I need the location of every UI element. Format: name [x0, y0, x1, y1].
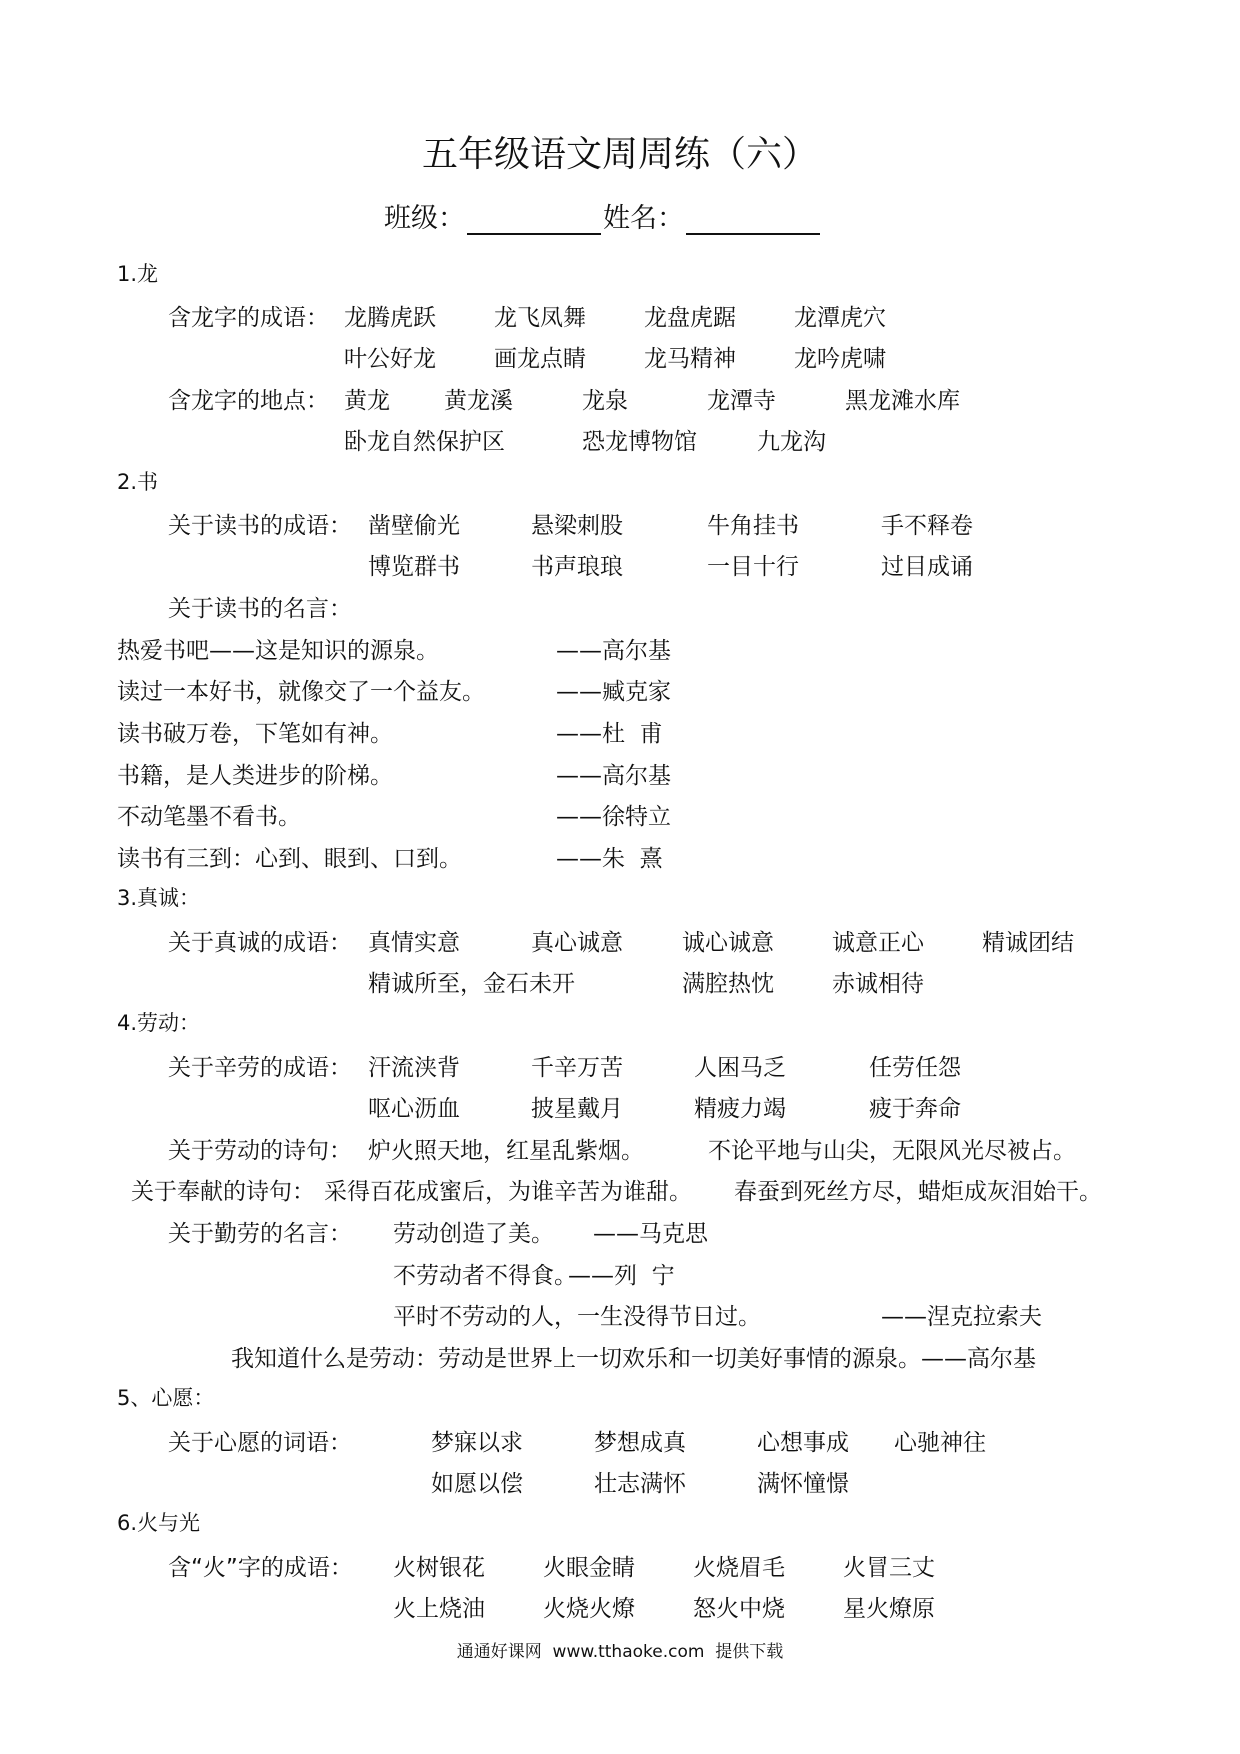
list-item: 千辛万苦	[531, 1055, 623, 1081]
s5-word-label: 关于心愿的词语：	[168, 1430, 352, 1456]
list-item: 龙盘虎踞	[644, 305, 736, 331]
s3-idiom-label: 关于真诚的成语：	[168, 930, 352, 956]
list-item: 披星戴月	[531, 1096, 623, 1122]
footer-text: 通通好课网 www.tthaoke.com 提供下载	[456, 1642, 784, 1662]
list-item: 任劳任怨	[869, 1055, 961, 1081]
section-5-heading: 5、心愿：	[117, 1386, 215, 1410]
class-blank	[467, 203, 601, 235]
list-item: 满怀憧憬	[757, 1471, 849, 1497]
list-item: 人困马乏	[694, 1055, 786, 1081]
list-item: 九龙沟	[757, 429, 826, 455]
list-item: 卧龙自然保护区	[344, 429, 505, 455]
quote-author: ——涅克拉索夫	[881, 1304, 1042, 1330]
poem-line: 不论平地与山尖，无限风光尽被占。	[708, 1138, 1076, 1164]
quote-author: ——朱 熹	[556, 846, 663, 872]
quote-text: 热爱书吧——这是知识的源泉。	[117, 638, 439, 664]
list-item: 如愿以偿	[431, 1471, 523, 1497]
list-item: 龙马精神	[644, 346, 736, 372]
list-item: 黄龙溪	[444, 388, 513, 414]
name-label: 姓名：	[603, 203, 684, 234]
s4-quote-label: 关于勤劳的名言：	[168, 1221, 352, 1247]
list-item: 画龙点睛	[494, 346, 586, 372]
list-item: 火上烧油	[393, 1596, 485, 1622]
list-item: 叶公好龙	[344, 346, 436, 372]
quote-author: ——臧克家	[556, 679, 671, 705]
page-title: 五年级语文周周练（六）	[421, 134, 818, 175]
quote-text: 不劳动者不得食。	[393, 1263, 577, 1289]
quote-text: 平时不劳动的人，一生没得节日过。	[393, 1304, 761, 1330]
student-info	[384, 196, 822, 235]
list-item: 火眼金睛	[543, 1555, 635, 1581]
list-item: 满腔热忱	[682, 971, 774, 997]
quote-author: ——高尔基	[556, 638, 671, 664]
list-item: 龙腾虎跃	[344, 305, 436, 331]
section-1-heading: 1.龙	[117, 262, 159, 286]
s4-idiom-label: 关于辛劳的成语：	[168, 1055, 352, 1081]
list-item: 梦寐以求	[431, 1430, 523, 1456]
list-item: 赤诚相待	[832, 971, 924, 997]
list-item: 精疲力竭	[694, 1096, 786, 1122]
list-item: 龙吟虎啸	[794, 346, 886, 372]
quote-author: ——马克思	[593, 1221, 708, 1247]
quote-author: ——杜 甫	[556, 721, 663, 747]
s1-idiom-label: 含龙字的成语：	[168, 305, 329, 331]
list-item: 龙泉	[582, 388, 628, 414]
list-item: 博览群书	[368, 554, 460, 580]
list-item: 龙潭虎穴	[794, 305, 886, 331]
section-6-heading: 6.火与光	[117, 1511, 201, 1535]
list-item: 真心诚意	[531, 930, 623, 956]
quote-text: 不动笔墨不看书。	[117, 804, 301, 830]
s1-place-label: 含龙字的地点：	[168, 388, 329, 414]
list-item: 精诚所至，金石未开	[368, 971, 575, 997]
s4-devotion-label: 关于奉献的诗句：	[131, 1179, 315, 1205]
list-item: 呕心沥血	[368, 1096, 460, 1122]
list-item: 诚心诚意	[682, 930, 774, 956]
list-item: 悬梁刺股	[531, 513, 623, 539]
quote-text: 我知道什么是劳动：劳动是世界上一切欢乐和一切美好事情的源泉。——高尔基	[231, 1346, 1036, 1372]
list-item: 疲于奔命	[869, 1096, 961, 1122]
list-item: 龙潭寺	[707, 388, 776, 414]
list-item: 汗流浃背	[368, 1055, 460, 1081]
list-item: 精诚团结	[982, 930, 1074, 956]
list-item: 恐龙博物馆	[582, 429, 697, 455]
list-item: 心驰神往	[894, 1430, 986, 1456]
list-item: 火烧眉毛	[693, 1555, 785, 1581]
quote-text: 读书破万卷，下笔如有神。	[117, 721, 393, 747]
class-label: 班级：	[384, 203, 465, 234]
poem-line: 采得百花成蜜后，为谁辛苦为谁甜。	[324, 1179, 692, 1205]
name-blank	[686, 203, 820, 235]
list-item: 黄龙	[344, 388, 390, 414]
poem-line: 春蚕到死丝方尽，蜡炬成灰泪始干。	[734, 1179, 1102, 1205]
list-item: 黑龙滩水库	[845, 388, 960, 414]
list-item: 壮志满怀	[594, 1471, 686, 1497]
section-4-heading: 4.劳动：	[117, 1011, 201, 1035]
list-item: 牛角挂书	[707, 513, 799, 539]
quote-text: 读过一本好书，就像交了一个益友。	[117, 679, 485, 705]
list-item: 火树银花	[393, 1555, 485, 1581]
s4-poem-label: 关于劳动的诗句：	[168, 1138, 352, 1164]
section-2-heading: 2.书	[117, 470, 159, 494]
s2-idiom-label: 关于读书的成语：	[168, 513, 352, 539]
quote-author: ——列 宁	[568, 1263, 675, 1289]
quote-author: ——高尔基	[556, 763, 671, 789]
quote-text: 劳动创造了美。	[393, 1221, 554, 1247]
list-item: 星火燎原	[843, 1596, 935, 1622]
quote-text: 读书有三到：心到、眼到、口到。	[117, 846, 462, 872]
list-item: 梦想成真	[594, 1430, 686, 1456]
s2-quote-label: 关于读书的名言：	[168, 596, 352, 622]
list-item: 龙飞凤舞	[494, 305, 586, 331]
list-item: 怒火中烧	[693, 1596, 785, 1622]
list-item: 凿壁偷光	[368, 513, 460, 539]
section-3-heading: 3.真诚：	[117, 886, 201, 910]
list-item: 心想事成	[757, 1430, 849, 1456]
quote-author: ——徐特立	[556, 804, 671, 830]
list-item: 书声琅琅	[531, 554, 623, 580]
quote-text: 书籍，是人类进步的阶梯。	[117, 763, 393, 789]
list-item: 火冒三丈	[843, 1555, 935, 1581]
s6-idiom-label: 含“火”字的成语：	[168, 1555, 353, 1581]
list-item: 真情实意	[368, 930, 460, 956]
poem-line: 炉火照天地，红星乱紫烟。	[368, 1138, 644, 1164]
list-item: 过目成诵	[881, 554, 973, 580]
list-item: 手不释卷	[881, 513, 973, 539]
list-item: 一目十行	[707, 554, 799, 580]
list-item: 诚意正心	[832, 930, 924, 956]
list-item: 火烧火燎	[543, 1596, 635, 1622]
